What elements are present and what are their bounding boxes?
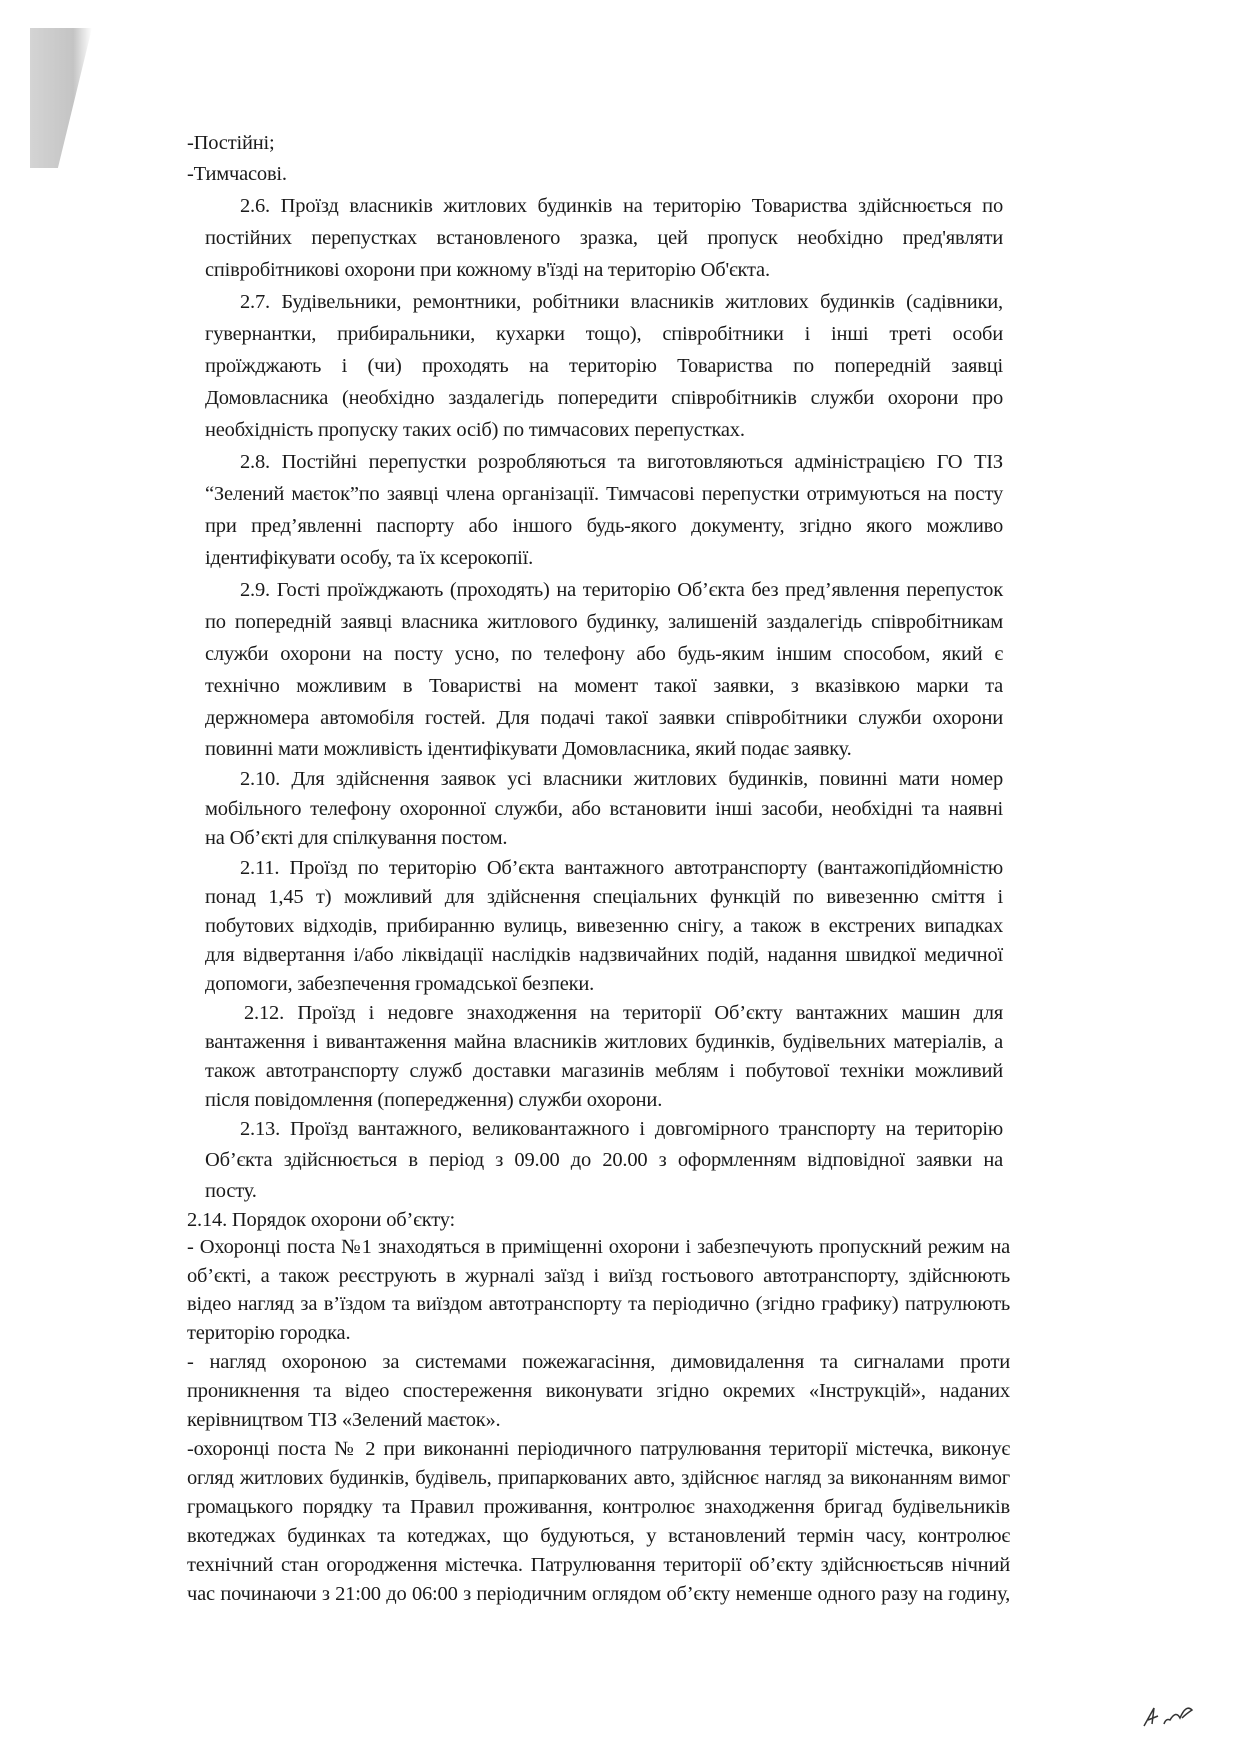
document-line: 2.6. Проїзд власників житлових будинків на територію Товариства здійснюється по (240, 195, 1003, 217)
document-line: об’єкті, а також реєструють в журналі заїзд і виїзд гостьового автотранспорту, здійснюють (187, 1265, 1010, 1287)
document-line: при пред’явленні паспорту або іншого будь-якого документу, згідно якого можливо (205, 515, 1003, 537)
document-line: проїжджають і (чи) проходять на територію Товариства по попередній заявці (205, 355, 1003, 377)
document-line: відео нагляд за в’їздом та виїздом автотранспорту та періодично (згідно графику) патрулюють (187, 1293, 1010, 1315)
document-line: “Зелений маєток”по заявці члена організації. Тимчасові перепустки отримуються на посту (205, 483, 1003, 505)
document-line: - Охоронці поста №1 знаходяться в приміщенні охорони і забезпечують пропускний режим на (187, 1236, 1010, 1258)
document-line: Домовласника (необхідно заздалегідь попередити співробітників служби охорони про (205, 387, 1003, 409)
signature-icon (1140, 1690, 1200, 1730)
document-line: посту. (205, 1180, 257, 1202)
document-line: побутових відходів, прибиранню вулиць, вивезенню снігу, а також в екстрених випадках (205, 915, 1003, 937)
document-line: час починаючи з 21:00 до 06:00 з періодичним оглядом об’єкту неменше одного разу на годину, (187, 1583, 1010, 1605)
document-line: гувернантки, прибиральники, кухарки тощо), співробітники і інші треті особи (205, 323, 1003, 345)
document-line: мобільного телефону охоронної служби, або встановити інші засоби, необхідні та наявні (205, 798, 1003, 820)
document-line: - нагляд охороною за системами пожежагасіння, димовидалення та сигналами проти (187, 1351, 1010, 1373)
document-line: після повідомлення (попередження) служби охорони. (205, 1089, 663, 1111)
document-line: -Тимчасові. (187, 163, 287, 185)
document-line: Об’єкта здійснюється в період з 09.00 до 20.00 з оформленням відповідної заявки на (205, 1149, 1003, 1171)
document-line: ідентифікувати особу, та їх ксерокопії. (205, 547, 534, 569)
document-line: технічно можливим в Товаристві на момент такої заявки, з вказівкою марки та (205, 675, 1003, 697)
document-line: 2.10. Для здійснення заявок усі власники житлових будинків, повинні мати номер (240, 768, 1003, 790)
document-line: 2.11. Проїзд по територію Об’єкта вантажного автотранспорту (вантажопідйомністю (240, 857, 1003, 879)
document-line: громацького порядку та Правил проживання, контролює знаходження бригад будівельників (187, 1496, 1010, 1518)
document-line: понад 1,45 т) можливий для здійснення спеціальних функцій по вивезенню сміття і (205, 886, 1003, 908)
document-line: керівництвом ТІЗ «Зелений маєток». (187, 1409, 501, 1431)
document-line: вкотеджах будинках та котеджах, що будуються, у встановлений термін часу, контролює (187, 1525, 1010, 1547)
document-line: вантаження і вивантаження майна власників житлових будинків, будівельних матеріалів, а (205, 1031, 1003, 1053)
document-line: 2.13. Проїзд вантажного, великовантажного і довгомірного транспорту на територію (240, 1118, 1003, 1140)
document-line: держномера автомобіля гостей. Для подачі такої заявки співробітники служби охорони (205, 707, 1003, 729)
document-line: співробітникові охорони при кожному в'їзді на територію Об'єкта. (205, 259, 770, 281)
document-line: повинні мати можливість ідентифікувати Домовласника, який подає заявку. (205, 738, 852, 760)
document-line: для відвертання і/або ліквідації наслідків надзвичайних подій, надання швидкої медичної (205, 944, 1003, 966)
document-line: по попередній заявці власника житлового будинку, залишеній заздалегідь співробітникам (205, 611, 1003, 633)
document-line: -охоронці поста № 2 при виконанні періодичного патрулювання території містечка, виконує (187, 1438, 1010, 1460)
document-line: огляд житлових будинків, будівель, припаркованих авто, здійснює нагляд за виконанням вимог (187, 1467, 1010, 1489)
document-line: служби охорони на посту усно, по телефону або будь-яким іншим способом, який є (205, 643, 1003, 665)
document-line: постійних перепустках встановленого зразка, цей пропуск необхідно пред'являти (205, 227, 1003, 249)
document-line: 2.9. Гості проїжджають (проходять) на територію Об’єкта без пред’явлення перепусток (240, 579, 1003, 601)
document-line: також автотранспорту служб доставки магазинів меблям і побутової техніки можливий (205, 1060, 1003, 1082)
document-line: технічний стан огородження містечка. Патрулювання території об’єкту здійснюєтьсяв нічний (187, 1554, 1010, 1576)
document-line: 2.7. Будівельники, ремонтники, робітники власників житлових будинків (садівники, (240, 291, 1003, 313)
document-line: 2.8. Постійні перепустки розробляються та виготовляються адміністрацією ГО ТІЗ (240, 451, 1003, 473)
scan-artifact (30, 28, 92, 168)
document-line: проникнення та відео спостереження виконувати згідно окремих «Інструкцій», наданих (187, 1380, 1010, 1402)
document-line: 2.14. Порядок охорони об’єкту: (187, 1209, 456, 1231)
document-line: територію городка. (187, 1322, 351, 1344)
document-line: необхідність пропуску таких осіб) по тимчасових перепустках. (205, 419, 745, 441)
document-line: 2.12. Проїзд і недовге знаходження на території Об’єкту вантажних машин для (244, 1002, 1003, 1024)
document-line: на Об’єкті для спілкування постом. (205, 827, 508, 849)
document-line: допомоги, забезпечення громадської безпеки. (205, 973, 595, 995)
document-line: -Постійні; (187, 132, 275, 154)
